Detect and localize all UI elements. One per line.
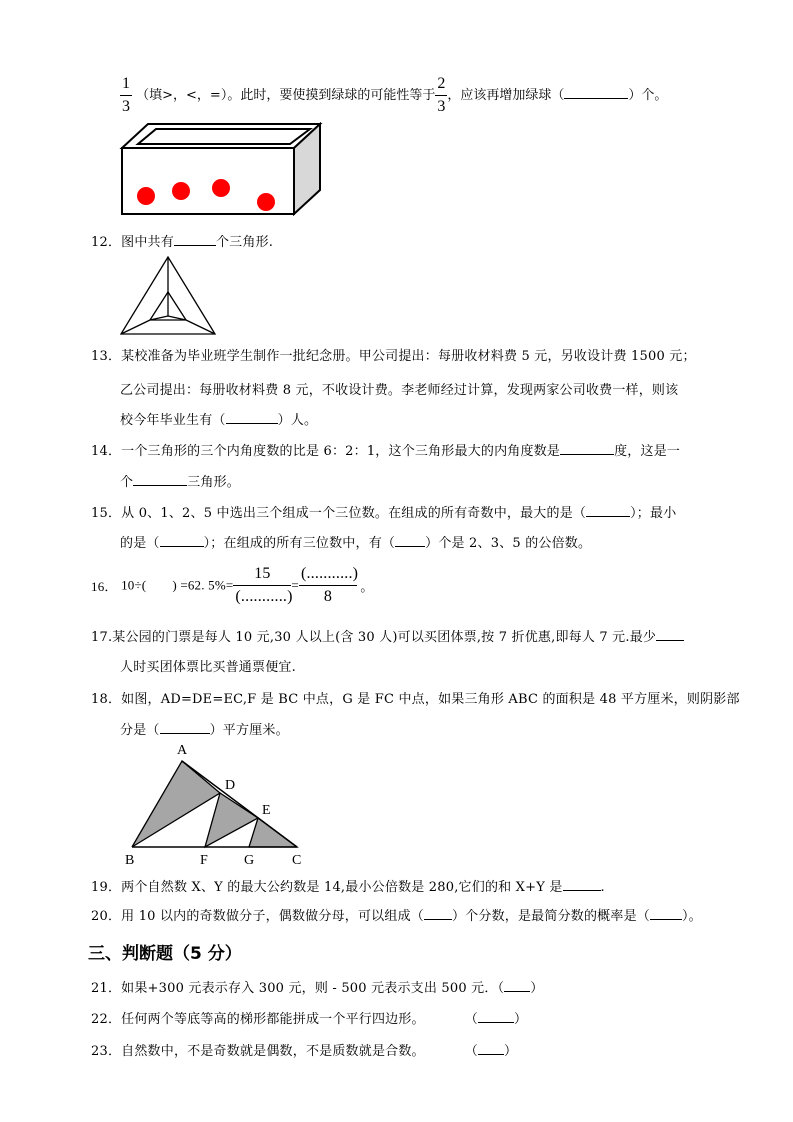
question-16: 16． 10÷( ) =62. 5%= $\frac{15}{(...........)}$ = $\frac{(...........)}{8}$ 。 bbox=[91, 565, 374, 605]
answer-blank[interactable] bbox=[586, 505, 630, 517]
answer-blank[interactable]: (...........) bbox=[300, 565, 359, 582]
answer-blank[interactable] bbox=[174, 234, 216, 246]
answer-blank[interactable] bbox=[226, 412, 278, 424]
label-c: C bbox=[292, 853, 302, 868]
fraction-15-over-blank: $\frac{15}{(...........)}$ bbox=[235, 565, 293, 605]
question-14-line-2: 个 三角形。 bbox=[120, 475, 241, 490]
q11-continuation: $\frac{1}{3}$ （填>，<，=）。此时，要使摸到绿球的可能性等于 $\frac{2}{3}$ ，应该再增加绿球（ ）个。 bbox=[122, 75, 668, 115]
answer-blank[interactable] bbox=[563, 879, 601, 891]
label-a: A bbox=[177, 743, 188, 758]
question-15-line-2: 的是（ ）；在组成的所有三位数中，有（ ）个是 2、3、5 的公倍数。 bbox=[120, 536, 592, 551]
answer-blank[interactable] bbox=[564, 87, 628, 99]
red-ball bbox=[172, 182, 190, 200]
label-b: B bbox=[125, 853, 135, 868]
label-g: G bbox=[244, 853, 255, 868]
answer-blank[interactable] bbox=[424, 908, 452, 920]
question-13-line-1: 13．某校准备为毕业班学生制作一批纪念册。甲公司提出：每册收材料费 5 元，另收设计费 1500 元； bbox=[91, 349, 696, 364]
question-23: 23．自然数中，不是奇数就是偶数，不是质数就是合数。 （ ） bbox=[91, 1044, 518, 1059]
answer-blank[interactable] bbox=[650, 908, 682, 920]
red-ball bbox=[257, 193, 275, 211]
question-22: 22．任何两个等底等高的梯形都能拼成一个平行四边形。 （ ） bbox=[91, 1012, 528, 1027]
q11-text: （填>，<，=）。此时，要使摸到绿球的可能性等于 bbox=[136, 88, 436, 103]
question-17-line-1: 17.某公园的门票是每人 10 元,30 人以上(含 30 人)可以买团体票,按 7 折优惠,即每人 7 元.最少 bbox=[91, 626, 684, 645]
answer-blank[interactable] bbox=[160, 722, 210, 734]
fraction-blank-over-8: $\frac{(...........)}{8}$ bbox=[300, 565, 359, 605]
label-f: F bbox=[200, 853, 208, 868]
label-e: E bbox=[262, 803, 271, 818]
answer-blank[interactable]: (...........) bbox=[233, 585, 291, 605]
question-20: 20．用 10 以内的奇数做分子，偶数做分母，可以组成（ ）个分数，是最简分数的概率是（ ）。 bbox=[91, 909, 702, 924]
section-3-title: 三、判断题（5 分） bbox=[88, 944, 242, 964]
triangle-abc-figure bbox=[115, 738, 315, 870]
red-ball bbox=[137, 187, 155, 205]
nested-triangle-figure bbox=[118, 254, 222, 336]
label-d: D bbox=[225, 778, 236, 793]
question-14-line-1: 14．一个三角形的三个内角度数的比是 6：2：1，这个三角形最大的内角度数是 度，这是一 bbox=[91, 444, 681, 459]
shaded-triangle-abd bbox=[132, 761, 220, 847]
question-21: 21．如果+300 元表示存入 300 元，则 - 500 元表示支出 500 元．（ ） bbox=[91, 981, 544, 996]
shaded-triangle-egc bbox=[249, 818, 297, 847]
question-13-line-2: 乙公司提出：每册收材料费 8 元，不收设计费。李老师经过计算，发现两家公司收费一样，则该 bbox=[120, 383, 679, 398]
box-opening bbox=[138, 129, 310, 144]
answer-blank[interactable] bbox=[395, 535, 425, 547]
question-12: 12．图中共有 个三角形. bbox=[91, 235, 274, 250]
answer-blank[interactable] bbox=[160, 535, 204, 547]
fraction-two-thirds: $\frac{2}{3}$ bbox=[437, 75, 446, 115]
question-18-line-1: 18．如图，AD=DE=EC,F 是 BC 中点，G 是 FC 中点，如果三角形 ABC 的面积是 48 平方厘米，则阴影部 bbox=[91, 692, 740, 707]
question-18-line-2: 分是（ ）平方厘米。 bbox=[120, 723, 289, 738]
question-17-line-2: 人时买团体票比买普通票便宜. bbox=[120, 660, 296, 675]
red-ball bbox=[212, 179, 230, 197]
answer-blank[interactable] bbox=[560, 443, 614, 455]
answer-blank[interactable] bbox=[478, 1011, 514, 1023]
box-with-balls-figure bbox=[118, 122, 323, 217]
answer-blank[interactable] bbox=[504, 980, 530, 992]
question-13-line-3: 校今年毕业生有（ ）人。 bbox=[120, 413, 318, 428]
question-19: 19．两个自然数 X、Y 的最大公约数是 14,最小公倍数是 280,它们的和 X+Y 是 . bbox=[91, 880, 605, 895]
fraction-one-third: $\frac{1}{3}$ bbox=[122, 75, 130, 115]
answer-blank[interactable] bbox=[133, 474, 187, 486]
shaded-triangle-dfe bbox=[205, 793, 258, 847]
question-15-line-1: 15．从 0、1、2、5 中选出三个组成一个三位数。在组成的所有奇数中，最大的是（ ）；最小 bbox=[91, 506, 677, 521]
answer-blank[interactable] bbox=[478, 1043, 504, 1055]
answer-blank[interactable] bbox=[656, 629, 684, 641]
